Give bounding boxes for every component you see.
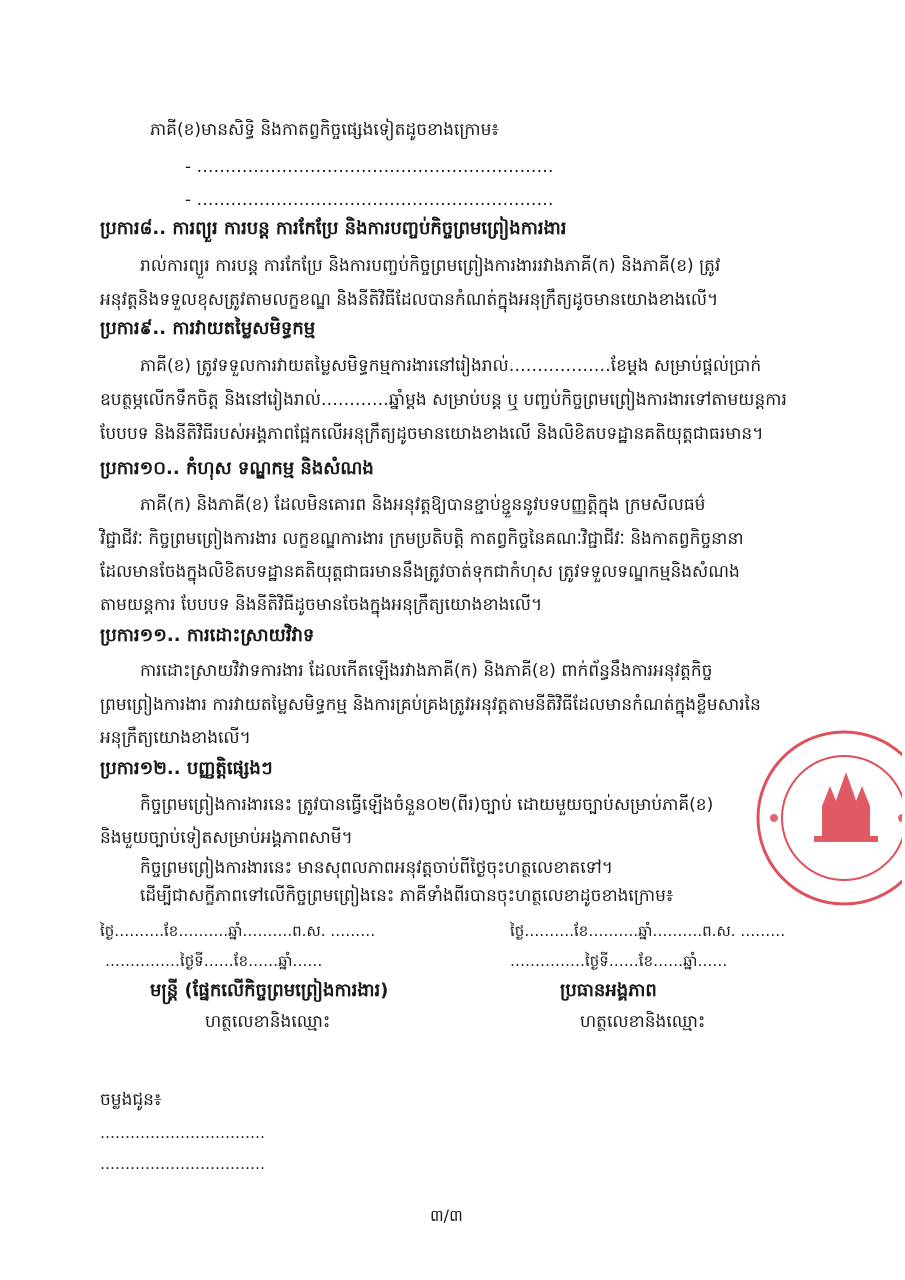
article10-line-4: តាមយន្តការ បែបបទ និងនីតិវិធីដូចមានចែងក្នុងអនុក្រឹត្យយោងខាងលើ។: [100, 595, 543, 615]
article11-line-1: ការដោះស្រាយវិវាទការងារ ដែលកើតឡើងរវាងភាគី(ក) និងភាគី(ខ) ពាក់ព័ន្ធនឹងការអនុវត្តកិច្ច: [140, 661, 713, 681]
article8-line-1: រាល់ការព្យួរ ការបន្ត ការកែប្រែ និងការបញ្ចប់កិច្ចព្រមព្រៀងការងាររវាងភាគី(ក) និងភាគី(ខ) ត្រូវ: [140, 256, 721, 276]
right-signatory-role: ប្រធានអង្គភាព: [560, 980, 657, 1001]
article11-line-3: អនុក្រឹត្យយោងខាងលើ។: [100, 728, 251, 748]
intro-bullet-2: - ………………………………………………………: [185, 190, 554, 210]
intro-line: ភាគី(ខ)មានសិទ្ធិ និងកាតព្វកិច្ចផ្សេងទៀតដូចខាងក្រោម៖: [150, 120, 499, 140]
intro-bullet-1: - ………………………………………………………: [185, 157, 554, 177]
copies-label: ចម្លងជូន៖: [100, 1090, 162, 1110]
article10-line-2: វិជ្ជាជីវៈ កិច្ចព្រមព្រៀងការងារ លក្ខខណ្ឌការងារ ក្រមប្រតិបត្តិ កាតព្វកិច្ចនៃគណៈវិជ្ជាជីវៈ និងកាតព្វកិច្ចនានា: [100, 529, 744, 549]
article10-line-1: ភាគី(ក) និងភាគី(ខ) ដែលមិនគោរព និងអនុវត្តឱ្យបានខ្ជាប់ខ្ជួននូវបទបញ្ញត្តិក្នុង ក្រមសីលធម៌: [140, 495, 706, 515]
article10-title: ប្រការ១០.. កំហុស ទណ្ឌកម្ម និងសំណង: [100, 458, 374, 479]
page-number: ៣/៣: [430, 1206, 463, 1225]
article9-line-3: បែបបទ និងនីតិវិធីរបស់អង្គភាពផ្អែកលើអនុក្រឹត្យដូចមានយោងខាងលើ និងលិខិតបទដ្ឋានគតិយុត្តជាធរមាន។: [100, 424, 764, 444]
article12-line-3: កិច្ចព្រមព្រៀងការងារនេះ មានសុពលភាពអនុវត្តចាប់ពីថ្ងៃចុះហត្ថលេខាតទៅ។: [140, 858, 613, 878]
article10-line-3: ដែលមានចែងក្នុងលិខិតបទដ្ឋានគតិយុត្តជាធរមាននឹងត្រូវចាត់ទុកជាកំហុស ត្រូវទទួលទណ្ឌកម្មនិងសំណង: [100, 562, 740, 582]
official-seal: [752, 728, 902, 908]
copies-line-2: ……………………………: [100, 1155, 265, 1173]
left-signature-label: ហត្ថលេខានិងឈ្មោះ: [205, 1012, 331, 1032]
article11-title: ប្រការ១១.. ការដោះស្រាយវិវាទ: [100, 625, 315, 646]
copies-line-1: ……………………………: [100, 1124, 265, 1142]
article8-title: ប្រការ៨.. ការព្យួរ ការបន្ត ការកែប្រែ និងការបញ្ចប់កិច្ចព្រមព្រៀងការងារ: [100, 218, 567, 239]
article12-line-4: ដើម្បីជាសក្ខីភាពទៅលើកិច្ចព្រមព្រៀងនេះ ភាគីទាំងពីរបានចុះហត្ថលេខាដូចខាងក្រោម៖: [140, 886, 674, 906]
left-signatory-role: មន្ត្រី (ផ្នែកលើកិច្ចព្រមព្រៀងការងារ): [150, 980, 389, 1001]
article12-line-2: និងមួយច្បាប់ទៀតសម្រាប់អង្គភាពសាមី។: [100, 828, 353, 848]
right-date-line-1: ថ្ងៃ……….ខែ……….ឆ្នាំ……….ព.ស. ………: [510, 922, 786, 940]
article9-title: ប្រការ៩.. ការវាយតម្លៃសមិទ្ធកម្ម: [100, 318, 316, 339]
left-date-line-2: ……………ថ្ងៃទី……ខែ……ឆ្នាំ……: [105, 952, 323, 970]
right-date-line-2: ……………ថ្ងៃទី……ខែ……ឆ្នាំ……: [510, 952, 728, 970]
article12-title: ប្រការ១២.. បញ្ញត្តិផ្សេងៗ: [100, 758, 273, 779]
left-date-line-1: ថ្ងៃ……….ខែ……….ឆ្នាំ……….ព.ស. ………: [100, 922, 376, 940]
article11-line-2: ព្រមព្រៀងការងារ ការវាយតម្លៃសមិទ្ធកម្ម និងការគ្រប់គ្រងត្រូវអនុវត្តតាមនីតិវិធីដែលមានកំណត់ក្នុងខ្លឹមសារនៃ: [100, 695, 761, 715]
article8-line-2: អនុវត្តនិងទទួលខុសត្រូវតាមលក្ខខណ្ឌ និងនីតិវិធីដែលបានកំណត់ក្នុងអនុក្រឹត្យដូចមានយោងខាងលើ។: [100, 290, 719, 310]
right-signature-label: ហត្ថលេខានិងឈ្មោះ: [580, 1012, 706, 1032]
article9-line-1: ភាគី(ខ) ត្រូវទទួលការវាយតម្លៃសមិទ្ធកម្មការងារនៅរៀងរាល់………………ខែម្តង សម្រាប់ផ្តល់ប្រាក់: [140, 356, 762, 376]
article12-line-1: កិច្ចព្រមព្រៀងការងារនេះ ត្រូវបានធ្វើឡើងចំនួន០២(ពីរ)ច្បាប់ ដោយមួយច្បាប់សម្រាប់ភាគី(ខ): [140, 795, 714, 815]
article9-line-2: ឧបត្ថម្ភលើកទឹកចិត្ត និងនៅរៀងរាល់…………ឆ្នាំម្តង សម្រាប់បន្ត ឬ បញ្ចប់កិច្ចព្រមព្រៀងការងារទៅតាមយន្តការ: [100, 390, 787, 410]
